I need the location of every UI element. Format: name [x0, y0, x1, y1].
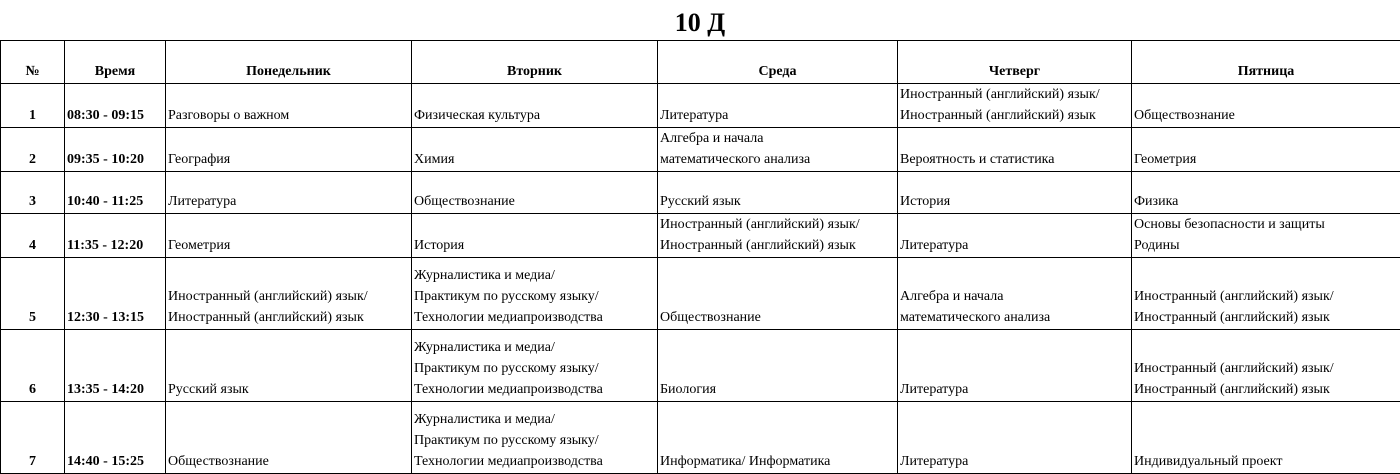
lesson-number: 3	[1, 172, 65, 214]
lesson-cell-thursday	[898, 258, 1132, 330]
lesson-cell-monday	[166, 258, 412, 330]
lesson-cell-wednesday	[658, 84, 898, 128]
lesson-text: Иностранный (английский) язык/	[1134, 286, 1398, 307]
lesson-text: Обществознание	[1134, 105, 1398, 126]
lesson-text: Литература	[660, 105, 895, 126]
lesson-number: 5	[1, 258, 65, 330]
lesson-text: Обществознание	[660, 307, 895, 328]
lesson-text: Геометрия	[1134, 149, 1398, 170]
lesson-text: математического анализа	[900, 307, 1129, 328]
lesson-text: Литература	[900, 235, 1129, 256]
lesson-cell-tuesday	[412, 330, 658, 402]
lesson-text: Родины	[1134, 235, 1398, 256]
lesson-cell-wednesday	[658, 258, 898, 330]
lesson-cell-wednesday	[658, 402, 898, 474]
lesson-text: Технологии медиапроизводства	[414, 379, 655, 400]
lesson-text: Технологии медиапроизводства	[414, 307, 655, 328]
lesson-text: Русский язык	[168, 379, 409, 400]
lesson-text: Иностранный (английский) язык	[900, 105, 1129, 126]
lesson-text: История	[414, 235, 655, 256]
lesson-cell-friday	[1132, 214, 1400, 258]
lesson-text: Иностранный (английский) язык/	[1134, 358, 1398, 379]
lesson-cell-tuesday	[412, 128, 658, 172]
lesson-text: Обществознание	[414, 191, 655, 212]
lesson-cell-friday	[1132, 402, 1400, 474]
lesson-text: Индивидуальный проект	[1134, 451, 1398, 472]
lesson-text: Иностранный (английский) язык	[1134, 379, 1398, 400]
lesson-cell-thursday	[898, 172, 1132, 214]
lesson-cell-wednesday	[658, 128, 898, 172]
header-tuesday: Вторник	[412, 41, 658, 84]
lesson-time: 09:35 - 10:20	[65, 128, 166, 172]
lesson-text: Информатика/ Информатика	[660, 451, 895, 472]
table-row	[1, 214, 1400, 258]
lesson-cell-tuesday	[412, 172, 658, 214]
lesson-text: Практикум по русскому языку/	[414, 430, 655, 451]
lesson-text: Иностранный (английский) язык	[1134, 307, 1398, 328]
lesson-text: Основы безопасности и защиты	[1134, 214, 1398, 235]
table-row	[1, 402, 1400, 474]
lesson-time: 12:30 - 13:15	[65, 258, 166, 330]
lesson-text: математического анализа	[660, 149, 895, 170]
lesson-text: Биология	[660, 379, 895, 400]
lesson-cell-tuesday	[412, 258, 658, 330]
lesson-cell-friday	[1132, 258, 1400, 330]
lesson-cell-friday	[1132, 330, 1400, 402]
lesson-cell-tuesday	[412, 402, 658, 474]
lesson-text: Алгебра и начала	[660, 128, 895, 149]
lesson-text: Технологии медиапроизводства	[414, 451, 655, 472]
table-row	[1, 258, 1400, 330]
lesson-text: Журналистика и медиа/	[414, 337, 655, 358]
lesson-time: 13:35 - 14:20	[65, 330, 166, 402]
lesson-text: История	[900, 191, 1129, 212]
lesson-cell-tuesday	[412, 214, 658, 258]
table-row	[1, 84, 1400, 128]
lesson-text: Вероятность и статистика	[900, 149, 1129, 170]
lesson-text: Иностранный (английский) язык/	[900, 84, 1129, 105]
lesson-text: Разговоры о важном	[168, 105, 409, 126]
lesson-text: Геометрия	[168, 235, 409, 256]
lesson-number: 2	[1, 128, 65, 172]
lesson-cell-monday	[166, 330, 412, 402]
lesson-cell-thursday	[898, 330, 1132, 402]
lesson-text: Литература	[900, 451, 1129, 472]
lesson-text: Химия	[414, 149, 655, 170]
lesson-cell-friday	[1132, 84, 1400, 128]
lesson-text: Журналистика и медиа/	[414, 409, 655, 430]
lesson-cell-friday	[1132, 172, 1400, 214]
page-title: 10 Д	[0, 6, 1400, 40]
lesson-cell-thursday	[898, 128, 1132, 172]
lesson-cell-thursday	[898, 214, 1132, 258]
table-row	[1, 128, 1400, 172]
lesson-number: 6	[1, 330, 65, 402]
lesson-text: Иностранный (английский) язык	[168, 307, 409, 328]
lesson-number: 7	[1, 402, 65, 474]
table-row	[1, 330, 1400, 402]
lesson-text: Литература	[168, 191, 409, 212]
schedule-table	[0, 40, 1400, 474]
lesson-number: 4	[1, 214, 65, 258]
header-monday: Понедельник	[166, 41, 412, 84]
lesson-text: Физика	[1134, 191, 1398, 212]
lesson-cell-wednesday	[658, 330, 898, 402]
lesson-text: Иностранный (английский) язык/	[660, 214, 895, 235]
lesson-cell-thursday	[898, 402, 1132, 474]
table-row	[1, 172, 1400, 214]
lesson-cell-monday	[166, 402, 412, 474]
lesson-text: Журналистика и медиа/	[414, 265, 655, 286]
lesson-time: 11:35 - 12:20	[65, 214, 166, 258]
lesson-cell-thursday	[898, 84, 1132, 128]
lesson-text: Иностранный (английский) язык/	[168, 286, 409, 307]
lesson-number: 1	[1, 84, 65, 128]
header-row	[1, 41, 1400, 84]
lesson-cell-monday	[166, 128, 412, 172]
lesson-cell-friday	[1132, 128, 1400, 172]
lesson-time: 14:40 - 15:25	[65, 402, 166, 474]
lesson-time: 10:40 - 11:25	[65, 172, 166, 214]
lesson-text: География	[168, 149, 409, 170]
lesson-text: Обществознание	[168, 451, 409, 472]
lesson-text: Русский язык	[660, 191, 895, 212]
header-time: Время	[65, 41, 166, 84]
lesson-text: Физическая культура	[414, 105, 655, 126]
lesson-text: Практикум по русскому языку/	[414, 286, 655, 307]
lesson-text: Алгебра и начала	[900, 286, 1129, 307]
lesson-cell-monday	[166, 214, 412, 258]
header-thursday: Четверг	[898, 41, 1132, 84]
lesson-text: Практикум по русскому языку/	[414, 358, 655, 379]
lesson-time: 08:30 - 09:15	[65, 84, 166, 128]
lesson-cell-monday	[166, 84, 412, 128]
lesson-text: Литература	[900, 379, 1129, 400]
lesson-text: Иностранный (английский) язык	[660, 235, 895, 256]
lesson-cell-wednesday	[658, 214, 898, 258]
lesson-cell-wednesday	[658, 172, 898, 214]
header-friday: Пятница	[1132, 41, 1400, 84]
lesson-cell-monday	[166, 172, 412, 214]
header-num: №	[1, 41, 65, 84]
schedule-body	[1, 84, 1400, 474]
header-wednesday: Среда	[658, 41, 898, 84]
lesson-cell-tuesday	[412, 84, 658, 128]
